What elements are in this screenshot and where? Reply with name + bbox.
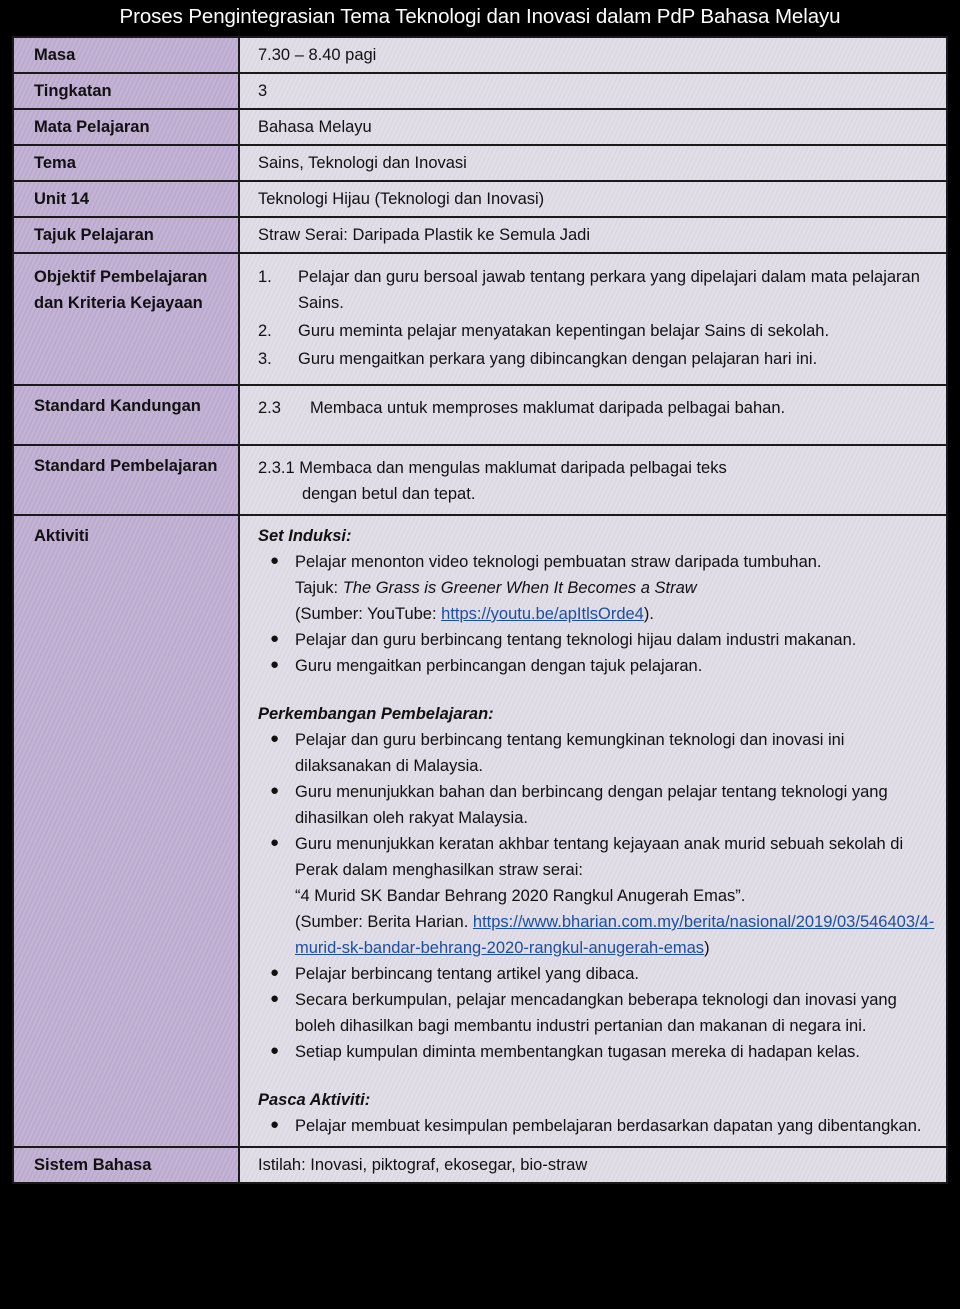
row-value-aktiviti [239,515,947,1147]
youtube-link[interactable]: https://youtu.be/apItlsOrde4 [441,605,644,623]
row-value-standard-pembelajaran [239,445,947,515]
bullet-icon: ● [270,990,280,1007]
row-label-tajuk-pelajaran: Tajuk Pelajaran [13,217,239,253]
standard-pembelajaran-line1 [258,455,936,481]
source-prefix: (Sumber: Berita Harian. [295,913,473,931]
row-label-tema: Tema [13,145,239,181]
set-induksi-tajuk-line [295,575,936,601]
standard-kandungan-text: Membaca untuk memproses maklumat daripada pelbagai bahan. [310,399,786,417]
row-label-mata-pelajaran: Mata Pelajaran [13,109,239,145]
bullet-icon: ● [270,964,280,981]
table-row [13,385,947,445]
row-value-tema: Sains, Teknologi dan Inovasi [239,145,947,181]
bullet-icon: ● [270,552,280,569]
table-row [13,73,947,109]
aktiviti-label-text: Aktiviti [34,527,90,545]
row-label-standard-kandungan [13,385,239,445]
news-quote: “4 Murid SK Bandar Behrang 2020 Rangkul Anugerah Emas”. [295,887,746,905]
list-item [258,627,936,653]
bullet-icon: ● [270,1116,280,1133]
list-item [258,1113,936,1139]
row-label-aktiviti [13,515,239,1147]
list-text: Pelajar dan guru berbincang tentang kemungkinan teknologi dan inovasi ini dilaksanakan di Malaysia. [295,731,845,775]
standard-pembelajaran-text: Membaca dan mengulas maklumat daripada pelbagai teks [299,459,727,477]
table-row [13,109,947,145]
list-item [258,987,936,1039]
row-value-objektif [239,253,947,385]
list-item [258,831,936,961]
news-source-line [295,913,934,957]
row-value-mata-pelajaran: Bahasa Melayu [239,109,947,145]
row-value-masa: 7.30 – 8.40 pagi [239,37,947,73]
source-prefix: (Sumber: YouTube: [295,605,442,623]
standard-kandungan-label-text: Standard Kandungan [34,397,201,415]
row-value-tingkatan: 3 [239,73,947,109]
list-text: Guru mengaitkan perkara yang dibincangkan dengan pelajaran hari ini. [298,350,818,368]
bullet-icon: ● [270,1042,280,1059]
source-suffix: ) [704,939,710,957]
list-text: Pelajar menonton video teknologi pembuatan straw daripada tumbuhan. [295,553,822,571]
list-text: Guru meminta pelajar menyatakan kepentingan belajar Sains di sekolah. [298,322,830,340]
standard-pembelajaran-line2: dengan betul dan tepat. [302,485,476,503]
list-text: Secara berkumpulan, pelajar mencadangkan beberapa teknologi dan inovasi yang boleh dihasilkan bagi membantu industri pertanian dan makanan di negara ini. [295,991,897,1035]
list-number: 3. [258,350,272,368]
row-value-unit: Teknologi Hijau (Teknologi dan Inovasi) [239,181,947,217]
list-item [258,318,936,344]
list-item [258,549,936,627]
set-induksi-heading: Set Induksi: [258,527,352,545]
pasca-aktiviti-list [258,1113,936,1139]
table-row [13,253,947,385]
list-text: Guru menunjukkan keratan akhbar tentang kejayaan anak murid sebuah sekolah di Perak dalam menghasilkan straw serai: [295,835,904,879]
list-number: 2. [258,322,272,340]
list-item [258,264,936,316]
list-item [258,653,936,679]
row-value-standard-kandungan [239,385,947,445]
standard-kandungan-line [258,395,936,421]
section-spacer [258,679,936,701]
list-text: Pelajar berbincang tentang artikel yang dibaca. [295,965,639,983]
list-text: Pelajar dan guru bersoal jawab tentang perkara yang dipelajari dalam mata pelajaran Sains. [298,268,920,312]
table-row [13,515,947,1147]
bullet-icon: ● [270,730,280,747]
list-item [258,346,936,372]
objektif-label-text: Objektif Pembelajaran dan Kriteria Kejayaan [34,268,208,312]
bullet-icon: ● [270,834,280,851]
list-item [258,961,936,987]
row-label-standard-pembelajaran [13,445,239,515]
list-text: Guru mengaitkan perbincangan dengan tajuk pelajaran. [295,657,703,675]
set-induksi-source-line [295,605,654,623]
bullet-icon: ● [270,656,280,673]
perkembangan-heading: Perkembangan Pembelajaran: [258,705,494,723]
list-text: Pelajar membuat kesimpulan pembelajaran berdasarkan dapatan yang dibentangkan. [295,1117,922,1135]
table-row [13,37,947,73]
set-induksi-list [258,549,936,679]
section-spacer [258,1065,936,1087]
standard-pembelajaran-code: 2.3.1 [258,459,295,477]
table-row [13,181,947,217]
source-suffix: ). [643,605,654,623]
standard-pembelajaran-label-text: Standard Pembelajaran [34,457,218,475]
tajuk-video-title: The Grass is Greener When It Becomes a Straw [342,579,697,597]
list-text: Setiap kumpulan diminta membentangkan tugasan mereka di hadapan kelas. [295,1043,861,1061]
list-item [258,1039,936,1065]
list-text: Pelajar dan guru berbincang tentang teknologi hijau dalam industri makanan. [295,631,857,649]
bullet-icon: ● [270,782,280,799]
objektif-list [258,264,936,372]
berita-harian-link[interactable]: https://www.bharian.com.my/berita/nasional/2019/03/546403/4-murid-sk-bandar-behrang-2020-rangkul-anugerah-emas [295,913,935,957]
row-label-tingkatan: Tingkatan [13,73,239,109]
tajuk-label: Tajuk: [295,579,339,597]
row-value-tajuk-pelajaran: Straw Serai: Daripada Plastik ke Semula Jadi [239,217,947,253]
lesson-plan-table [12,36,948,1184]
table-row [13,445,947,515]
bullet-icon: ● [270,630,280,647]
table-row [13,217,947,253]
list-number: 1. [258,268,272,286]
pasca-aktiviti-heading: Pasca Aktiviti: [258,1091,371,1109]
row-label-masa: Masa [13,37,239,73]
table-row [13,145,947,181]
list-item [258,779,936,831]
row-label-unit: Unit 14 [13,181,239,217]
list-item [258,727,936,779]
table-row [13,1147,947,1183]
standard-kandungan-code: 2.3 [258,399,281,417]
perkembangan-list [258,727,936,1065]
row-label-sistem-bahasa: Sistem Bahasa [13,1147,239,1183]
row-label-objektif [13,253,239,385]
list-text: Guru menunjukkan bahan dan berbincang dengan pelajar tentang teknologi yang dihasilkan oleh rakyat Malaysia. [295,783,888,827]
row-value-sistem-bahasa: Istilah: Inovasi, piktograf, ekosegar, bio-straw [239,1147,947,1183]
page-title: Proses Pengintegrasian Tema Teknologi dan Inovasi dalam PdP Bahasa Melayu [119,5,841,28]
